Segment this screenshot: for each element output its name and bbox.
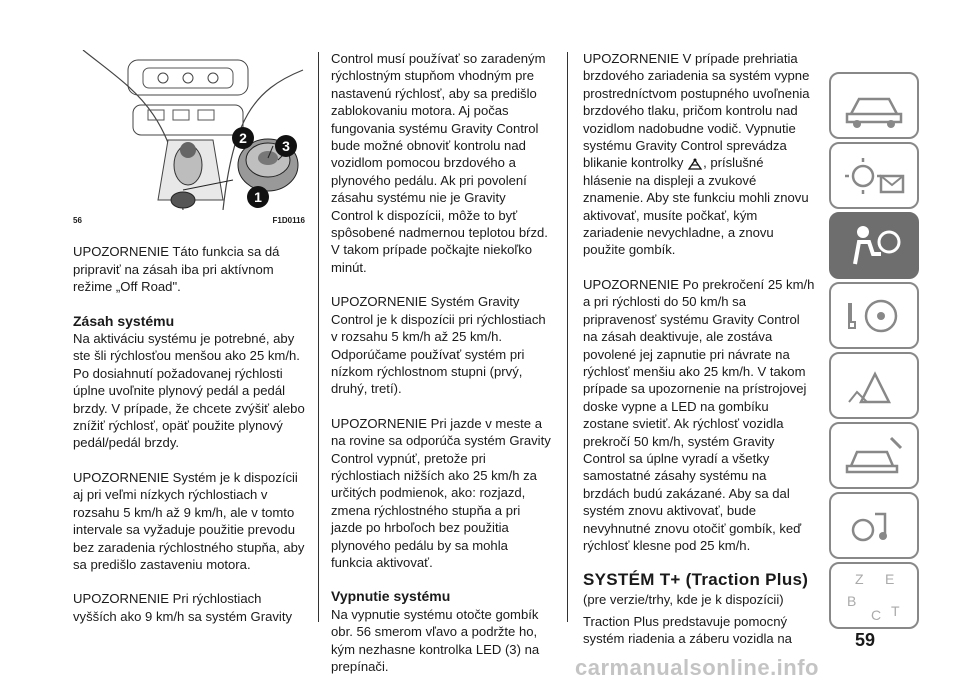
chapter-tab-emergency[interactable] [829, 352, 919, 419]
column-3 [583, 50, 815, 665]
paragraph: Na vypnutie systému otočte gombík obr. 56 smerom vľavo a podržte ho, kým nezhasne kontrolka LED (3) na prepínači. [331, 606, 540, 674]
column-2 [331, 50, 551, 692]
chapter-tab-multimedia[interactable] [829, 492, 919, 559]
figure-caption [73, 212, 305, 229]
callout-3 [275, 135, 297, 157]
column-1 [73, 50, 305, 642]
section-heading: Vypnutie systému [331, 588, 451, 605]
gear-knob-illustration [73, 50, 305, 210]
key-steering-icon [831, 284, 917, 347]
chapter-tab-car[interactable] [829, 72, 919, 139]
chapter-tab-maintenance[interactable] [829, 422, 919, 489]
svg-text:3: 3 [282, 138, 290, 154]
figure-gear-knob [73, 50, 305, 210]
paragraph: (pre verzie/trhy, kde je k dispozícii) [583, 592, 784, 608]
paragraph: UPOZORNENIE Táto funkcia sa dá pripraviť na zásah iba pri aktívnom režime „Off Road". [73, 244, 280, 295]
paragraph: UPOZORNENIE Systém je k dispozícii aj pri veľmi nízkych rýchlostiach v rozsahu 5 km/h až 9 km/h, ale v tomto intervale sa vyžaduje použitie prevodu bez zaradenia rýchlostného stupňa, aby sa predišlo zastaveniu motora. [73, 469, 305, 572]
svg-text:Z: Z [855, 571, 864, 587]
svg-text:E: E [885, 571, 895, 587]
paragraph [583, 50, 815, 259]
multimedia-icon [831, 494, 917, 557]
section-heading: Zásah systému [73, 312, 175, 329]
chapter-tab-starting-driving[interactable] [829, 282, 919, 349]
paragraph-text: UPOZORNENIE V prípade prehriatia brzdového zariadenia sa systém vypne prostredníctvom postupného uvoľnenia brzdového tlaku, pričom kontrolu nad vozidlom nadobudne vodič. Vypnutie systému Gravity Control sprevádza blikanie kontrolky [583, 51, 810, 171]
svg-text:1: 1 [254, 189, 262, 205]
section-heading: SYSTÉM T+ (Traction Plus) [583, 570, 809, 590]
paragraph: Control musí používať so zaradeným rýchlostným stupňom vhodným pre nastavenú rýchlosť, aby sa predišlo zablokovaniu motora. Aj počas fungovania systému Gravity Control bude možné obnoviť kontrolu nad vozidlom pomocou brzdového a plynového pedálu. Ak pri povolení zásahu systému nie je Gravity Control k dispozícii, môže to byť spôsobené nadmernou teplotou bŕzd. V takom prípade počkajte niekoľko minút. [331, 51, 548, 275]
svg-text:B: B [847, 593, 857, 609]
paragraph: UPOZORNENIE Pri jazde v meste a na rovine sa odporúča systém Gravity Control vypnúť, pretože pri rýchlostiach nižších ako 25 km/h za určitých podmienok, ako: rozjazd, zmena rýchlostného stupňa a pri jazde po hrboľoch bez použitia plynového pedálu by sa mohla funkcia aktivovať. [331, 415, 551, 570]
paragraph: UPOZORNENIE Pri rýchlostiach vyšších ako 9 km/h sa systém Gravity [73, 591, 293, 624]
paragraph: UPOZORNENIE Po prekročení 25 km/h a pri rýchlosti do 50 km/h sa pripravenosť systému Gravity Control na zásah deaktivuje, ale zostáva povolené jej zapnutie pri návrate na rýchlosť menšiu ako 25 km/h. V takom prípade sa upozornenie na prístrojovej doske vypne a LED na gombíku zostane svietiť. Ak rýchlosť vozidla prekročí 50 km/h, systém Gravity Control sa úplne vyradí a všetky samostatné zásahy systému na brzdách budú zakázané. Aby sa dal systém znovu aktivovať, bude nevyhnutné znovu otočiť gombík, keď rýchlosť klesne pod 25 km/h. [583, 276, 815, 553]
callout-2 [232, 127, 254, 149]
warning-lights-icon [831, 144, 917, 207]
figure-code: F1D0116 [272, 216, 305, 225]
paragraph: UPOZORNENIE Systém Gravity Control je k dispozícii pri rýchlostiach v rozsahu 5 km/h až 25 km/h. Odporúčame používať systém pri nízkom rýchlostnom stupni (prvý, druhý, tretí). [331, 294, 546, 397]
paragraph-text: , príslušné hlásenie na displeji a zvukové znamenie. Aby ste funkciu mohli znovu aktivovať, musíte počkať, kým zariadenie nevychladne, a znovu použite gombík. [583, 155, 809, 258]
breakdown-triangle-icon [831, 354, 917, 417]
airbag-seat-icon [831, 214, 917, 277]
figure-number: 56 [73, 216, 82, 225]
chapter-tab-safety[interactable] [829, 212, 919, 279]
column-divider [318, 52, 319, 622]
page-number: 59 [855, 630, 876, 650]
footer-watermark: carmanualsonline.info [575, 655, 819, 680]
column-divider [567, 52, 568, 622]
maintenance-car-icon [831, 424, 917, 487]
svg-text:T: T [891, 603, 900, 619]
svg-text:C: C [871, 607, 882, 623]
chapter-tab-index[interactable] [829, 562, 919, 629]
svg-text:2: 2 [239, 130, 247, 146]
alphabet-index-icon [831, 564, 917, 627]
paragraph: Na aktiváciu systému je potrebné, aby ste šli rýchlosťou menšou ako 25 km/h. Po dosiahnutí požadovanej rýchlosti úplne uvoľnite plynový pedál a pedál brzdy. V prípade, že chcete zvýšiť alebo znížiť rýchlosť, opäť použite plynový pedál/pedál brzdy. [73, 331, 305, 451]
gravity-control-warning-icon [687, 157, 703, 170]
chapter-tab-warning-lights[interactable] [829, 142, 919, 209]
callout-1 [247, 186, 269, 208]
paragraph: Traction Plus predstavuje pomocný systém riadenia a záberu vozidla na [583, 613, 792, 647]
car-icon [831, 74, 917, 137]
